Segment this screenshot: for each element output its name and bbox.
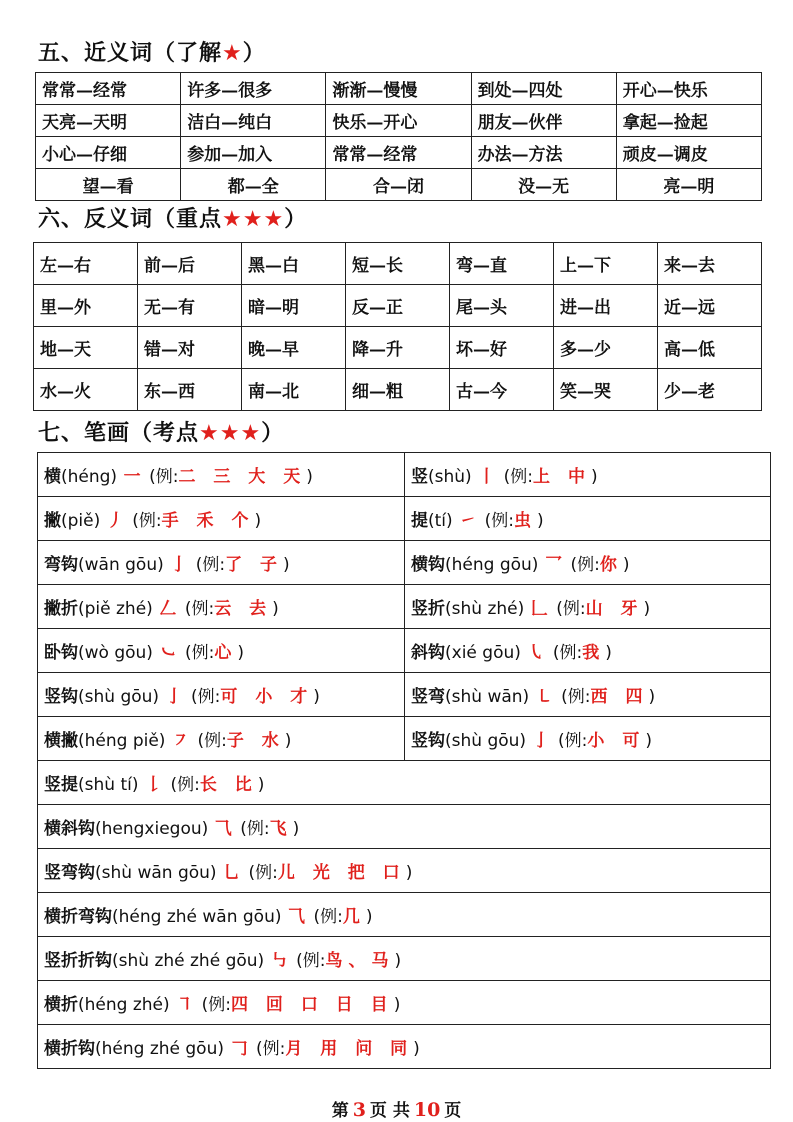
stroke-cell [405, 497, 771, 541]
stroke-pinyin: (tí) [428, 511, 453, 531]
stroke-name: 撇 [44, 511, 61, 531]
example-prefix: (例: [184, 643, 215, 663]
stroke-name: 横折 [44, 995, 78, 1015]
star-icon: ★ [222, 41, 243, 66]
word-pair-cell: 晚—早 [242, 327, 346, 369]
stroke-pinyin: (piě zhé) [78, 599, 153, 619]
word-pair-cell: 顽皮—调皮 [616, 137, 761, 169]
example-prefix: (例: [240, 819, 270, 839]
example-chars: 上 中 [533, 467, 591, 487]
stroke-glyph: ⺄ [214, 819, 232, 839]
example-prefix: (例: [552, 643, 583, 663]
example-close: ) [413, 1039, 420, 1059]
stroke-glyph: ㇕ [176, 995, 194, 1015]
example-close: ) [313, 687, 320, 707]
word-pair-cell: 古—今 [450, 369, 554, 411]
stroke-pinyin: (héng zhé wān gōu) [112, 907, 282, 927]
example-chars: 儿 光 把 口 [277, 863, 406, 883]
strokes-title: 七、笔画（考点 [38, 421, 200, 446]
stroke-name: 斜钩 [411, 643, 445, 663]
word-pair-cell: 参加—加入 [181, 137, 326, 169]
example-prefix: (例: [296, 951, 326, 971]
word-pair-cell: 笑—哭 [554, 369, 658, 411]
stroke-name: 竖折 [411, 599, 445, 619]
word-pair-cell: 细—粗 [346, 369, 450, 411]
stroke-cell [405, 585, 771, 629]
stroke-cell [38, 849, 771, 893]
word-pair-cell: 没—无 [471, 169, 616, 201]
example-close: ) [284, 731, 292, 751]
stroke-name: 竖 [411, 467, 428, 487]
table-row [38, 453, 771, 497]
word-pair-cell: 东—西 [138, 369, 242, 411]
example-chars: 虫 [514, 511, 538, 531]
stroke-cell [38, 673, 405, 717]
stroke-cell [38, 541, 405, 585]
word-pair-cell: 小心—仔细 [36, 137, 181, 169]
strokes-heading [38, 416, 284, 447]
word-pair-cell: 水—火 [34, 369, 138, 411]
table-row [38, 629, 771, 673]
antonyms-table [33, 242, 762, 411]
example-close: ) [272, 599, 279, 619]
synonyms-table [35, 72, 762, 201]
stroke-cell [405, 453, 771, 497]
table-row [38, 673, 771, 717]
stroke-glyph: 亅 [532, 731, 550, 751]
stroke-pinyin: (héng gōu) [445, 555, 539, 575]
stroke-name: 横 [44, 467, 61, 487]
stroke-cell [405, 673, 771, 717]
stroke-cell [38, 585, 405, 629]
table-row [36, 73, 762, 105]
example-prefix: (例: [191, 687, 221, 707]
table-row [38, 541, 771, 585]
word-pair-cell: 来—去 [658, 243, 762, 285]
word-pair-cell: 亮—明 [616, 169, 761, 201]
example-chars: 西 四 [590, 687, 649, 707]
stroke-glyph: 一 [123, 467, 141, 487]
table-row [38, 937, 771, 981]
example-chars: 月 用 问 同 [285, 1039, 414, 1059]
word-pair-cell: 错—对 [138, 327, 242, 369]
word-pair-cell: 左—右 [34, 243, 138, 285]
word-pair-cell: 上—下 [554, 243, 658, 285]
stroke-name: 横斜钩 [44, 819, 95, 839]
stroke-pinyin: (héng) [61, 467, 118, 487]
example-close: ) [605, 643, 612, 663]
stroke-cell [38, 453, 405, 497]
word-pair-cell: 黑—白 [242, 243, 346, 285]
table-row [38, 497, 771, 541]
table-row [38, 893, 771, 937]
stroke-pinyin: (wò gōu) [78, 643, 153, 663]
example-prefix: (例: [558, 731, 588, 751]
word-pair-cell: 渐渐—慢慢 [326, 73, 471, 105]
word-pair-cell: 南—北 [242, 369, 346, 411]
example-close: ) [393, 995, 401, 1015]
example-close: ) [394, 951, 402, 971]
stroke-glyph: 亅 [170, 555, 188, 575]
stroke-pinyin: (héng zhé) [78, 995, 170, 1015]
stroke-glyph: ㇄ [535, 687, 553, 707]
stroke-pinyin: (shù wān gōu) [95, 863, 217, 883]
example-prefix: (例: [195, 555, 226, 575]
word-pair-cell: 高—低 [658, 327, 762, 369]
stroke-name: 竖弯 [411, 687, 445, 707]
word-pair-cell: 合—闭 [326, 169, 471, 201]
word-pair-cell: 望—看 [36, 169, 181, 201]
example-prefix: (例: [170, 775, 200, 795]
word-pair-cell: 近—远 [658, 285, 762, 327]
strokes-close: ） [261, 421, 285, 446]
stroke-glyph: 𠄌 [144, 775, 162, 795]
example-chars: 鸟、马 [325, 951, 395, 971]
stroke-name: 卧钩 [44, 643, 78, 663]
word-pair-cell: 反—正 [346, 285, 450, 327]
example-chars: 心 [214, 643, 238, 663]
example-chars: 我 [582, 643, 606, 663]
word-pair-cell: 常常—经常 [36, 73, 181, 105]
page-total: 10 [413, 1099, 441, 1121]
stroke-cell [38, 761, 771, 805]
stroke-glyph: 乚 [223, 863, 241, 883]
stroke-pinyin: (piě) [61, 511, 101, 531]
example-prefix: (例: [570, 555, 600, 575]
stroke-glyph: 丨 [478, 467, 496, 487]
table-row [34, 285, 762, 327]
stroke-cell [405, 541, 771, 585]
stroke-pinyin: (shù) [428, 467, 472, 487]
table-row [36, 169, 762, 201]
stroke-pinyin: (wān gōu) [78, 555, 164, 575]
word-pair-cell: 地—天 [34, 327, 138, 369]
example-chars: 长 比 [199, 775, 258, 795]
stroke-cell [38, 629, 405, 673]
antonyms-heading [38, 202, 307, 233]
word-pair-cell: 降—升 [346, 327, 450, 369]
example-chars: 四 回 口 日 目 [231, 995, 394, 1015]
example-close: ) [537, 511, 544, 531]
word-pair-cell: 多—少 [554, 327, 658, 369]
example-chars: 可 小 才 [220, 687, 314, 707]
stroke-glyph: ㇃ [159, 643, 177, 663]
example-chars: 飞 [269, 819, 293, 839]
stroke-name: 竖钩 [411, 731, 445, 751]
word-pair-cell: 拿起—捡起 [616, 105, 761, 137]
word-pair-cell: 快乐—开心 [326, 105, 471, 137]
stroke-pinyin: (shù wān) [445, 687, 530, 707]
stroke-cell [405, 629, 771, 673]
word-pair-cell: 弯—直 [450, 243, 554, 285]
stroke-pinyin: (shù zhé zhé gōu) [112, 951, 265, 971]
word-pair-cell: 坏—好 [450, 327, 554, 369]
table-row [38, 805, 771, 849]
example-close: ) [283, 555, 290, 575]
example-prefix: (例: [132, 511, 162, 531]
example-prefix: (例: [184, 599, 215, 619]
stroke-name: 竖弯钩 [44, 863, 95, 883]
word-pair-cell: 进—出 [554, 285, 658, 327]
stroke-glyph: 𠃋 [159, 599, 177, 619]
stroke-pinyin: (xié gōu) [445, 643, 521, 663]
stroke-glyph: ㇂ [527, 643, 545, 663]
table-row [38, 981, 771, 1025]
example-prefix: (例: [313, 907, 343, 927]
stroke-cell [38, 497, 405, 541]
word-pair-cell: 天亮—天明 [36, 105, 181, 137]
example-close: ) [645, 731, 652, 751]
example-close: ) [306, 467, 313, 487]
example-chars: 了 子 [225, 555, 284, 575]
stroke-cell [38, 981, 771, 1025]
footer-mid: 页 共 [369, 1101, 410, 1121]
stroke-cell [38, 1025, 771, 1069]
stroke-name: 竖钩 [44, 687, 78, 707]
table-row [34, 369, 762, 411]
example-chars: 云 去 [214, 599, 273, 619]
stroke-glyph: ㇇ [171, 731, 189, 751]
stroke-cell [38, 893, 771, 937]
word-pair-cell: 里—外 [34, 285, 138, 327]
stroke-name: 撇折 [44, 599, 78, 619]
example-prefix: (例: [201, 995, 231, 1015]
word-pair-cell: 到处—四处 [471, 73, 616, 105]
example-close: ) [648, 687, 656, 707]
stroke-pinyin: (héng piě) [78, 731, 166, 751]
footer-pre: 第 [331, 1101, 349, 1121]
example-prefix: (例: [248, 863, 278, 883]
footer-post: 页 [444, 1101, 462, 1121]
word-pair-cell: 洁白—纯白 [181, 105, 326, 137]
stroke-cell [405, 717, 771, 761]
example-prefix: (例: [149, 467, 179, 487]
stroke-glyph: 𠃌 [230, 1039, 248, 1059]
word-pair-cell: 许多—很多 [181, 73, 326, 105]
table-row [34, 243, 762, 285]
stroke-pinyin: (shù zhé) [445, 599, 525, 619]
stroke-name: 竖折折钩 [44, 951, 112, 971]
word-pair-cell: 都—全 [181, 169, 326, 201]
example-close: ) [590, 467, 598, 487]
stroke-name: 横撇 [44, 731, 78, 751]
stroke-glyph: ㇀ [459, 511, 477, 531]
example-close: ) [622, 555, 630, 575]
stroke-pinyin: (shù gōu) [78, 687, 160, 707]
word-pair-cell: 前—后 [138, 243, 242, 285]
table-row [38, 1025, 771, 1069]
example-prefix: (例: [256, 1039, 286, 1059]
word-pair-cell: 无—有 [138, 285, 242, 327]
word-pair-cell: 短—长 [346, 243, 450, 285]
stroke-glyph: 乛 [544, 555, 562, 575]
word-pair-cell: 常常—经常 [326, 137, 471, 169]
synonyms-title: 五、近义词（了解 [38, 41, 223, 66]
word-pair-cell: 开心—快乐 [616, 73, 761, 105]
stroke-name: 竖提 [44, 775, 78, 795]
stroke-pinyin: (shù tí) [78, 775, 139, 795]
stroke-name: 横折钩 [44, 1039, 95, 1059]
example-chars: 几 [342, 907, 366, 927]
page-number: 3 [352, 1099, 366, 1121]
page-footer [0, 1096, 793, 1121]
stroke-pinyin: (shù gōu) [445, 731, 527, 751]
example-chars: 山 牙 [585, 599, 644, 619]
word-pair-cell: 尾—头 [450, 285, 554, 327]
stroke-cell [38, 937, 771, 981]
example-prefix: (例: [503, 467, 534, 487]
example-close: ) [257, 775, 265, 795]
table-row [34, 327, 762, 369]
example-close: ) [365, 907, 373, 927]
table-row [38, 585, 771, 629]
stroke-cell [38, 717, 405, 761]
example-chars: 手 禾 个 [161, 511, 255, 531]
example-chars: 小 可 [587, 731, 646, 751]
stroke-name: 提 [411, 511, 428, 531]
antonyms-title: 六、反义词（重点 [38, 207, 223, 232]
word-pair-cell: 办法—方法 [471, 137, 616, 169]
stroke-glyph: ㇉ [270, 951, 288, 971]
stroke-glyph: 丿 [106, 511, 124, 531]
stroke-pinyin: (héng zhé gōu) [95, 1039, 224, 1059]
table-row [38, 761, 771, 805]
word-pair-cell: 朋友—伙伴 [471, 105, 616, 137]
example-prefix: (例: [197, 731, 227, 751]
stroke-name: 横折弯钩 [44, 907, 112, 927]
example-chars: 二 三 大 天 [178, 467, 307, 487]
table-row [36, 137, 762, 169]
example-close: ) [254, 511, 262, 531]
stroke-glyph: 𠃊 [530, 599, 548, 619]
example-close: ) [292, 819, 300, 839]
example-close: ) [643, 599, 651, 619]
star-icon: ★★★ [222, 207, 285, 232]
stroke-glyph: ⺄ [288, 907, 305, 927]
stroke-cell [38, 805, 771, 849]
stroke-pinyin: (hengxiegou) [95, 819, 209, 839]
example-prefix: (例: [484, 511, 515, 531]
word-pair-cell: 少—老 [658, 369, 762, 411]
antonyms-close: ） [284, 207, 308, 232]
synonyms-close: ） [242, 41, 266, 66]
example-close: ) [405, 863, 413, 883]
example-chars: 你 [599, 555, 623, 575]
stroke-name: 弯钩 [44, 555, 78, 575]
stroke-name: 横钩 [411, 555, 445, 575]
example-prefix: (例: [561, 687, 591, 707]
table-row [38, 849, 771, 893]
stroke-glyph: 亅 [165, 687, 183, 707]
synonyms-heading [38, 36, 266, 67]
example-close: ) [237, 643, 244, 663]
table-row [36, 105, 762, 137]
strokes-table [37, 452, 771, 1069]
star-icon: ★★★ [199, 421, 262, 446]
table-row [38, 717, 771, 761]
example-prefix: (例: [556, 599, 586, 619]
example-chars: 子 水 [226, 731, 285, 751]
word-pair-cell: 暗—明 [242, 285, 346, 327]
